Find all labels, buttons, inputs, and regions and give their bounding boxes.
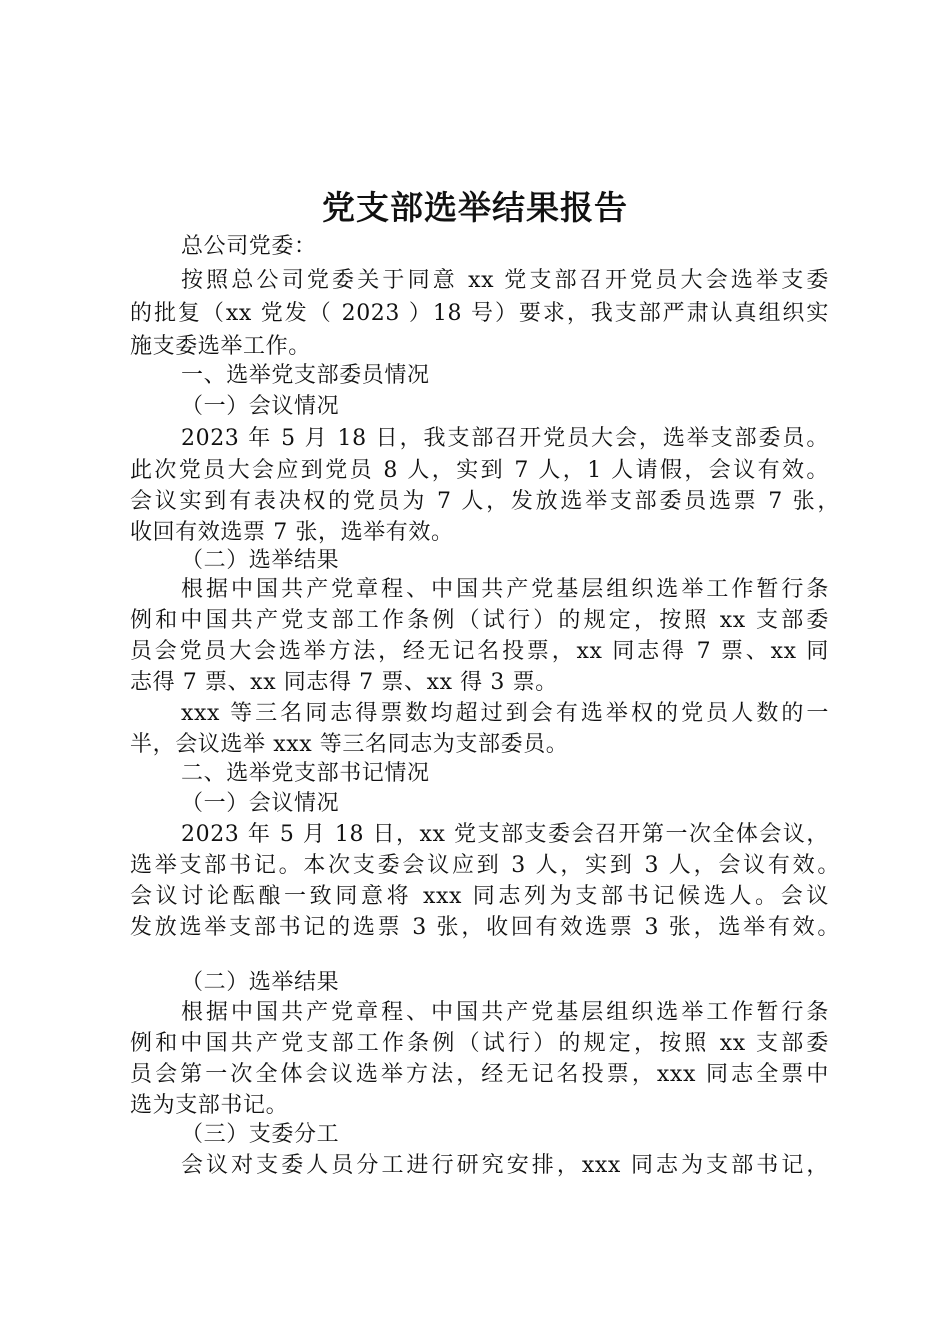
paragraph-line: 会议对支委人员分工进行研究安排，xxx 同志为支部书记， [181, 1153, 829, 1178]
subsection-heading: （三）支委分工 [181, 1122, 340, 1147]
paragraph-line: 员会党员大会选举方法，经无记名投票，xx 同志得 7 票、xx 同 [130, 639, 829, 664]
paragraph-line: 会议讨论酝酿一致同意将 xxx 同志列为支部书记候选人。会议 [130, 884, 829, 909]
paragraph-line: 根据中国共产党章程、中国共产党基层组织选举工作暂行条 [181, 1000, 829, 1025]
paragraph-line: 2023 年 5 月 18 日，xx 党支部支委会召开第一次全体会议， [181, 822, 829, 847]
section-heading: 二、选举党支部书记情况 [181, 761, 430, 786]
subsection-heading: （一）会议情况 [181, 394, 340, 419]
paragraph-line: 选为支部书记。 [130, 1093, 289, 1118]
paragraph-line: 按照总公司党委关于同意 xx 党支部召开党员大会选举支委 [181, 268, 829, 293]
paragraph-line: 员会第一次全体会议选举方法，经无记名投票，xxx 同志全票中 [130, 1062, 829, 1087]
paragraph-line: 半，会议选举 xxx 等三名同志为支部委员。 [130, 732, 569, 757]
document-title: 党支部选举结果报告 [322, 188, 628, 227]
subsection-heading: （一）会议情况 [181, 791, 340, 816]
subsection-heading: （二）选举结果 [181, 970, 340, 995]
paragraph-line: 会议实到有表决权的党员为 7 人，发放选举支部委员选票 7 张， [130, 489, 840, 514]
paragraph-line: 例和中国共产党支部工作条例（试行）的规定，按照 xx 支部委 [130, 1031, 829, 1056]
paragraph-line: xxx 等三名同志得票数均超过到会有选举权的党员人数的一 [181, 701, 829, 726]
paragraph-line: 2023 年 5 月 18 日，我支部召开党员大会，选举支部委员。 [181, 426, 829, 451]
paragraph-line: 选举支部书记。本次支委会议应到 3 人，实到 3 人，会议有效。 [130, 853, 840, 878]
subsection-heading: （二）选举结果 [181, 548, 340, 573]
paragraph-line: 例和中国共产党支部工作条例（试行）的规定，按照 xx 支部委 [130, 608, 829, 633]
paragraph-line: 施支委选举工作。 [130, 334, 311, 359]
paragraph-line: 志得 7 票、xx 同志得 7 票、xx 得 3 票。 [130, 670, 558, 695]
paragraph-line: 的批复（xx 党发（ 2023 ）18 号）要求，我支部严肃认真组织实 [130, 301, 829, 326]
section-heading: 一、选举党支部委员情况 [181, 363, 430, 388]
salutation: 总公司党委： [181, 234, 317, 259]
paragraph-line: 发放选举支部书记的选票 3 张，收回有效选票 3 张，选举有效。 [130, 915, 840, 940]
paragraph-line: 此次党员大会应到党员 8 人，实到 7 人，1 人请假，会议有效。 [130, 458, 829, 483]
paragraph-line: 根据中国共产党章程、中国共产党基层组织选举工作暂行条 [181, 577, 829, 602]
paragraph-line: 收回有效选票 7 张，选举有效。 [130, 520, 454, 545]
